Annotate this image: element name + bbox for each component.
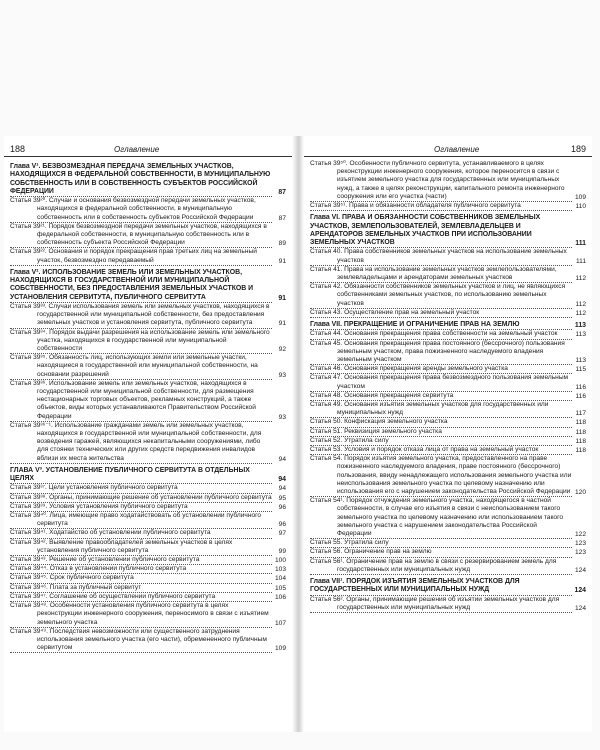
article-title: Статья 39²². Основания и порядок прекращения прав третьих лиц на земельный участок, безвозмездно передаваемый	[10, 248, 272, 265]
page-reference: 94	[278, 455, 286, 463]
right-running-title: Оглавление	[434, 145, 480, 154]
page-reference: 87	[278, 214, 286, 222]
page-reference: 103	[274, 566, 286, 574]
article-entry	[10, 380, 286, 422]
page-reference: 118	[575, 437, 586, 445]
article-entry	[310, 309, 586, 318]
page-reference: 118	[575, 428, 586, 436]
article-entry	[310, 497, 586, 539]
article-title: Статья 39³³. Случаи использования земель или земельных участков, находящихся в государственной или муниципальной собственности, без предоставления земельных участков и установления сервитута, публичного сервитута	[10, 303, 272, 329]
article-entry	[10, 197, 286, 223]
article-title: Статья 51. Реквизиция земельного участка	[310, 428, 572, 437]
page-reference: 115	[575, 366, 586, 374]
article-entry	[310, 340, 586, 366]
article-title: Статья 39⁴³. Решение об установлении публичного сервитута	[10, 556, 272, 565]
chapter-title: Глава VII¹. ПОРЯДОК ИЗЪЯТИЯ ЗЕМЕЛЬНЫХ УЧАСТКОВ ДЛЯ ГОСУДАРСТВЕННЫХ ИЛИ МУНИЦИПАЛЬНЫХ НУЖД	[310, 578, 572, 596]
chapter-heading	[10, 269, 286, 303]
article-title: Статья 39⁴⁵. Срок публичного сервитута	[10, 574, 272, 583]
article-entry	[10, 223, 286, 249]
article-title: Статья 39²¹. Порядок безвозмездной передачи земельных участков, находящихся в федеральной собственности, в муниципальную собственность или в собственность субъекта Российской Федерации	[10, 223, 272, 249]
article-title: Статья 39⁴⁸. Особенности установления публичного сервитута в целях реконструкции инженерного сооружения, переносимого в связи с изъятием земельного участка	[10, 602, 272, 628]
article-title: Статья 48. Основания прекращения сервитута	[310, 392, 572, 401]
article-title: Статья 49. Основания изъятия земельных участков для государственных или муниципальных нужд	[310, 401, 572, 418]
chapter-title: Глава V². ИСПОЛЬЗОВАНИЕ ЗЕМЕЛЬ ИЛИ ЗЕМЕЛЬНЫХ УЧАСТКОВ, НАХОДЯЩИХСЯ В ГОСУДАРСТВЕННОЙ ИЛИ МУНИЦИПАЛЬНОЙ СОБСТВЕННОСТИ, БЕЗ ПРЕДОСТАВЛЕНИЯ ЗЕМЕЛЬНЫХ УЧАСТКОВ И УСТАНОВЛЕНИЯ СЕРВИТУТА, ПУБЛИЧНОГО СЕРВИТУТА	[10, 269, 272, 303]
article-entry	[310, 401, 586, 418]
article-entry	[310, 548, 586, 557]
page-reference: 89	[278, 240, 286, 248]
page-reference: 118	[575, 446, 586, 454]
page-reference: 100	[274, 557, 286, 565]
article-entry	[310, 558, 586, 575]
page-reference: 123	[574, 549, 586, 557]
article-title: Статья 56. Ограничение прав на землю	[310, 548, 572, 557]
right-page-number: 189	[570, 144, 586, 154]
page-reference: 118	[575, 419, 586, 427]
article-title: Статья 39⁵¹. Права и обязанности обладателя публичного сервитута	[310, 202, 572, 211]
page-reference: 106	[274, 593, 286, 601]
page-reference: 109	[274, 645, 286, 653]
article-entry	[310, 428, 586, 437]
article-entry	[10, 628, 286, 654]
article-entry	[10, 248, 286, 265]
article-entry	[310, 539, 586, 548]
article-entry	[10, 329, 286, 355]
article-entry	[310, 283, 586, 309]
article-title: Статья 54¹. Порядок отчуждения земельного участка, находящегося в частной собственности, в случае его изъятия в связи с неиспользованием такого земельного участка по целевому назначению или использованием такого земельного участка с нарушением законодательства Российской Федерации	[310, 497, 572, 539]
article-entry	[310, 365, 586, 374]
article-entry	[310, 392, 586, 401]
page-reference: 113	[575, 331, 586, 339]
page-reference: 94	[278, 476, 286, 484]
page-reference: 94	[278, 485, 286, 493]
chapter-heading	[10, 467, 286, 485]
page-reference: 92	[278, 346, 286, 354]
article-title: Статья 39³⁸. Органы, принимающие решение об установлении публичного сервитута	[10, 494, 272, 503]
page-reference: 113	[575, 356, 586, 364]
article-entry	[310, 330, 586, 339]
page-reference: 97	[278, 530, 286, 538]
article-title: Статья 41. Права на использование земельных участков землепользователями, землевладельцами и арендаторами земельных участков	[310, 266, 572, 283]
left-running-title: Оглавление	[114, 145, 160, 154]
article-title: Статья 39⁵⁰. Особенности публичного сервитута, устанавливаемого в целях реконструкции инженерного сооружения, которое переносится в связи с изъятием земельного участка для государственных или муниципальных нужд, а также в целях реконструкции, капитального ремонта инженерного сооружения или его участка (части)	[310, 160, 572, 202]
article-title: Статья 40. Права собственников земельных участков на использование земельных участков	[310, 248, 572, 265]
article-entry	[10, 574, 286, 583]
page-reference: 87	[278, 188, 286, 196]
page-reference: 122	[574, 531, 586, 538]
article-title: Статья 39²⁰. Случаи и основания безвозмездной передачи земельных участков, находящихся в федеральной собственности, в муниципальную собственность или в собственность субъектов Российской Федерации	[10, 197, 272, 223]
article-entry	[310, 202, 586, 211]
article-entry	[310, 418, 586, 427]
article-entry	[10, 529, 286, 538]
article-entry	[10, 602, 286, 628]
article-entry	[310, 248, 586, 265]
chapter-title: Глава VII. ПРЕКРАЩЕНИЕ И ОГРАНИЧЕНИЕ ПРАВ НА ЗЕМЛЮ	[310, 321, 572, 330]
article-title: Статья 42. Обязанности собственников земельных участков и лиц, не являющихся собственниками земельных участков, по использованию земельных участков	[310, 283, 572, 309]
right-page	[304, 136, 592, 732]
article-title: Статья 39⁴⁴. Отказ в установлении публичного сервитута	[10, 565, 272, 574]
article-entry	[10, 303, 286, 329]
page-reference: 109	[574, 193, 586, 201]
article-entry	[310, 455, 586, 497]
left-page	[4, 136, 292, 732]
page-reference: 91	[278, 320, 286, 328]
chapter-heading	[310, 214, 586, 248]
page-reference: 91	[278, 257, 286, 265]
article-entry	[10, 512, 286, 529]
right-table-of-contents	[310, 160, 586, 613]
article-title: Статья 39³⁶⁻¹. Использование гражданами земель или земельных участков, находящихся в государственной или муниципальной собственности, для возведения гаражей, являющихся некапитальными сооружениями, либо для стоянки технических или других средств передвижения инвалидов вблизи их места жительства	[10, 422, 272, 464]
article-title: Статья 54. Порядок изъятия земельного участка, предоставленного на праве пожизненного наследуемого владения, праве постоянного (бессрочного) пользования, ввиду ненадлежащего использования земельного участка или неиспользования земельного участка по целевому назначению или использования его с нарушением законодательства Российской Федерации	[310, 455, 572, 497]
article-title: Статья 39⁴⁰. Лица, имеющие право ходатайствовать об установлении публичного сервитута	[10, 512, 272, 529]
page-reference: 111	[575, 257, 586, 265]
page-reference: 112	[575, 309, 586, 317]
page-reference: 117	[575, 410, 586, 418]
page-reference: 93	[278, 371, 286, 379]
article-title: Статья 56². Органы, принимающие решения об изъятии земельных участков для государственных или муниципальных нужд	[310, 596, 572, 613]
page-reference: 116	[575, 383, 586, 391]
article-title: Статья 39³⁵. Обязанность лиц, использующих земли или земельные участки, находящиеся в государственной или муниципальной собственности, на основании разрешений	[10, 354, 272, 380]
article-entry	[10, 539, 286, 556]
article-entry	[310, 437, 586, 446]
page-reference: 113	[574, 322, 586, 330]
article-title: Статья 45. Основания прекращения права постоянного (бессрочного) пользования земельным участком, права пожизненного наследуемого владения земельным участком	[310, 340, 572, 366]
article-entry	[310, 266, 586, 283]
article-title: Статья 44. Основания прекращения права собственности на земельный участок	[310, 330, 572, 339]
article-title: Статья 39³⁹. Условия установления публичного сервитута	[10, 503, 272, 512]
page-reference: 123	[574, 540, 586, 548]
page-reference: 120	[574, 488, 586, 496]
chapter-title: Глава V¹. БЕЗВОЗМЕЗДНАЯ ПЕРЕДАЧА ЗЕМЕЛЬНЫХ УЧАСТКОВ, НАХОДЯЩИХСЯ В ФЕДЕРАЛЬНОЙ СОБСТВЕННОСТИ, В МУНИЦИПАЛЬНУЮ СОБСТВЕННОСТЬ ИЛИ В СОБСТВЕННОСТЬ СУБЪЕКТОВ РОССИЙСКОЙ ФЕДЕРАЦИИ	[10, 163, 272, 197]
article-title: Статья 47. Основания прекращения права безвозмездного пользования земельным участком	[310, 374, 572, 391]
article-title: Статья 39⁴¹. Ходатайство об установлении публичного сервитута	[10, 529, 272, 538]
page-reference: 96	[278, 503, 286, 511]
page-reference: 112	[575, 275, 586, 283]
chapter-heading	[310, 321, 586, 330]
book-gutter	[292, 136, 304, 732]
article-title: Статья 39⁴². Выявление правообладателей земельных участков в целях установления публичного сервитута	[10, 539, 272, 556]
chapter-heading	[310, 578, 586, 596]
page-reference: 124	[574, 587, 586, 595]
page-reference: 95	[278, 494, 286, 502]
article-entry	[310, 374, 586, 391]
article-entry	[10, 503, 286, 512]
left-page-number: 188	[10, 144, 26, 154]
page-reference: 96	[278, 521, 286, 529]
page-reference: 124	[574, 604, 586, 612]
article-title: Статья 39³⁶. Использование земель или земельных участков, находящихся в государственной или муниципальной собственности, для размещения нестационарных торговых объектов, рекламных конструкций, а также объектов, виды которых устанавливаются Правительством Российской Федерации	[10, 380, 272, 422]
page-reference: 112	[575, 300, 586, 308]
article-title: Статья 52. Утратила силу	[310, 437, 572, 446]
article-title: Статья 46. Основания прекращения аренды земельного участка	[310, 365, 572, 374]
article-entry	[10, 484, 286, 493]
article-entry	[10, 556, 286, 565]
page-reference: 111	[575, 240, 586, 248]
left-page-header	[4, 142, 292, 157]
article-title: Статья 50. Конфискация земельного участка	[310, 418, 572, 427]
article-entry	[10, 422, 286, 464]
left-table-of-contents	[10, 160, 286, 653]
page-reference: 104	[274, 575, 286, 583]
page-reference: 93	[278, 413, 286, 421]
article-title: Статья 39⁴⁶. Плата за публичный сервитут	[10, 584, 272, 593]
page-reference: 110	[575, 203, 586, 211]
article-entry	[310, 446, 586, 455]
article-title: Статья 39³⁴. Порядок выдачи разрешения на использование земель или земельного участка, находящихся в государственной или муниципальной собственности	[10, 329, 272, 355]
page-reference: 124	[574, 566, 586, 574]
article-title: Статья 39⁴⁹. Последствия невозможности или существенного затруднения использования земельного участка (его части), обремененного публичным сервитутом	[10, 628, 272, 654]
right-page-header	[304, 142, 592, 157]
page-reference: 105	[274, 584, 286, 592]
article-entry	[310, 160, 586, 202]
chapter-title: ГЛАВА V³. УСТАНОВЛЕНИЕ ПУБЛИЧНОГО СЕРВИТУТА В ОТДЕЛЬНЫХ ЦЕЛЯХ	[10, 467, 272, 485]
article-entry	[10, 593, 286, 602]
page-reference: 116	[575, 392, 586, 400]
page-reference: 99	[278, 547, 286, 555]
article-entry	[10, 494, 286, 503]
article-title: Статья 55. Утратила силу	[310, 539, 572, 548]
article-entry	[10, 584, 286, 593]
article-title: Статья 39³⁷. Цели установления публичного сервитута	[10, 484, 272, 493]
page-reference: 91	[278, 294, 286, 302]
article-title: Статья 56¹. Ограничение прав на землю в связи с резервированием земель для государственных или муниципальных нужд	[310, 558, 572, 575]
chapter-heading	[10, 163, 286, 197]
article-title: Статья 53. Условия и порядок отказа лица от права на земельный участок	[310, 446, 572, 455]
chapter-title: Глава VI. ПРАВА И ОБЯЗАННОСТИ СОБСТВЕННИКОВ ЗЕМЕЛЬНЫХ УЧАСТКОВ, ЗЕМЛЕПОЛЬЗОВАТЕЛЕЙ, ЗЕМЛЕВЛАДЕЛЬЦЕВ И АРЕНДАТОРОВ ЗЕМЕЛЬНЫХ УЧАСТКОВ ПРИ ИСПОЛЬЗОВАНИИ ЗЕМЕЛЬНЫХ УЧАСТКОВ	[310, 214, 572, 248]
article-title: Статья 39⁴⁷. Соглашение об осуществлении публичного сервитута	[10, 593, 272, 602]
article-entry	[310, 596, 586, 613]
article-entry	[10, 354, 286, 380]
page-reference: 107	[274, 619, 286, 627]
article-title: Статья 43. Осуществление прав на земельный участок	[310, 309, 572, 318]
